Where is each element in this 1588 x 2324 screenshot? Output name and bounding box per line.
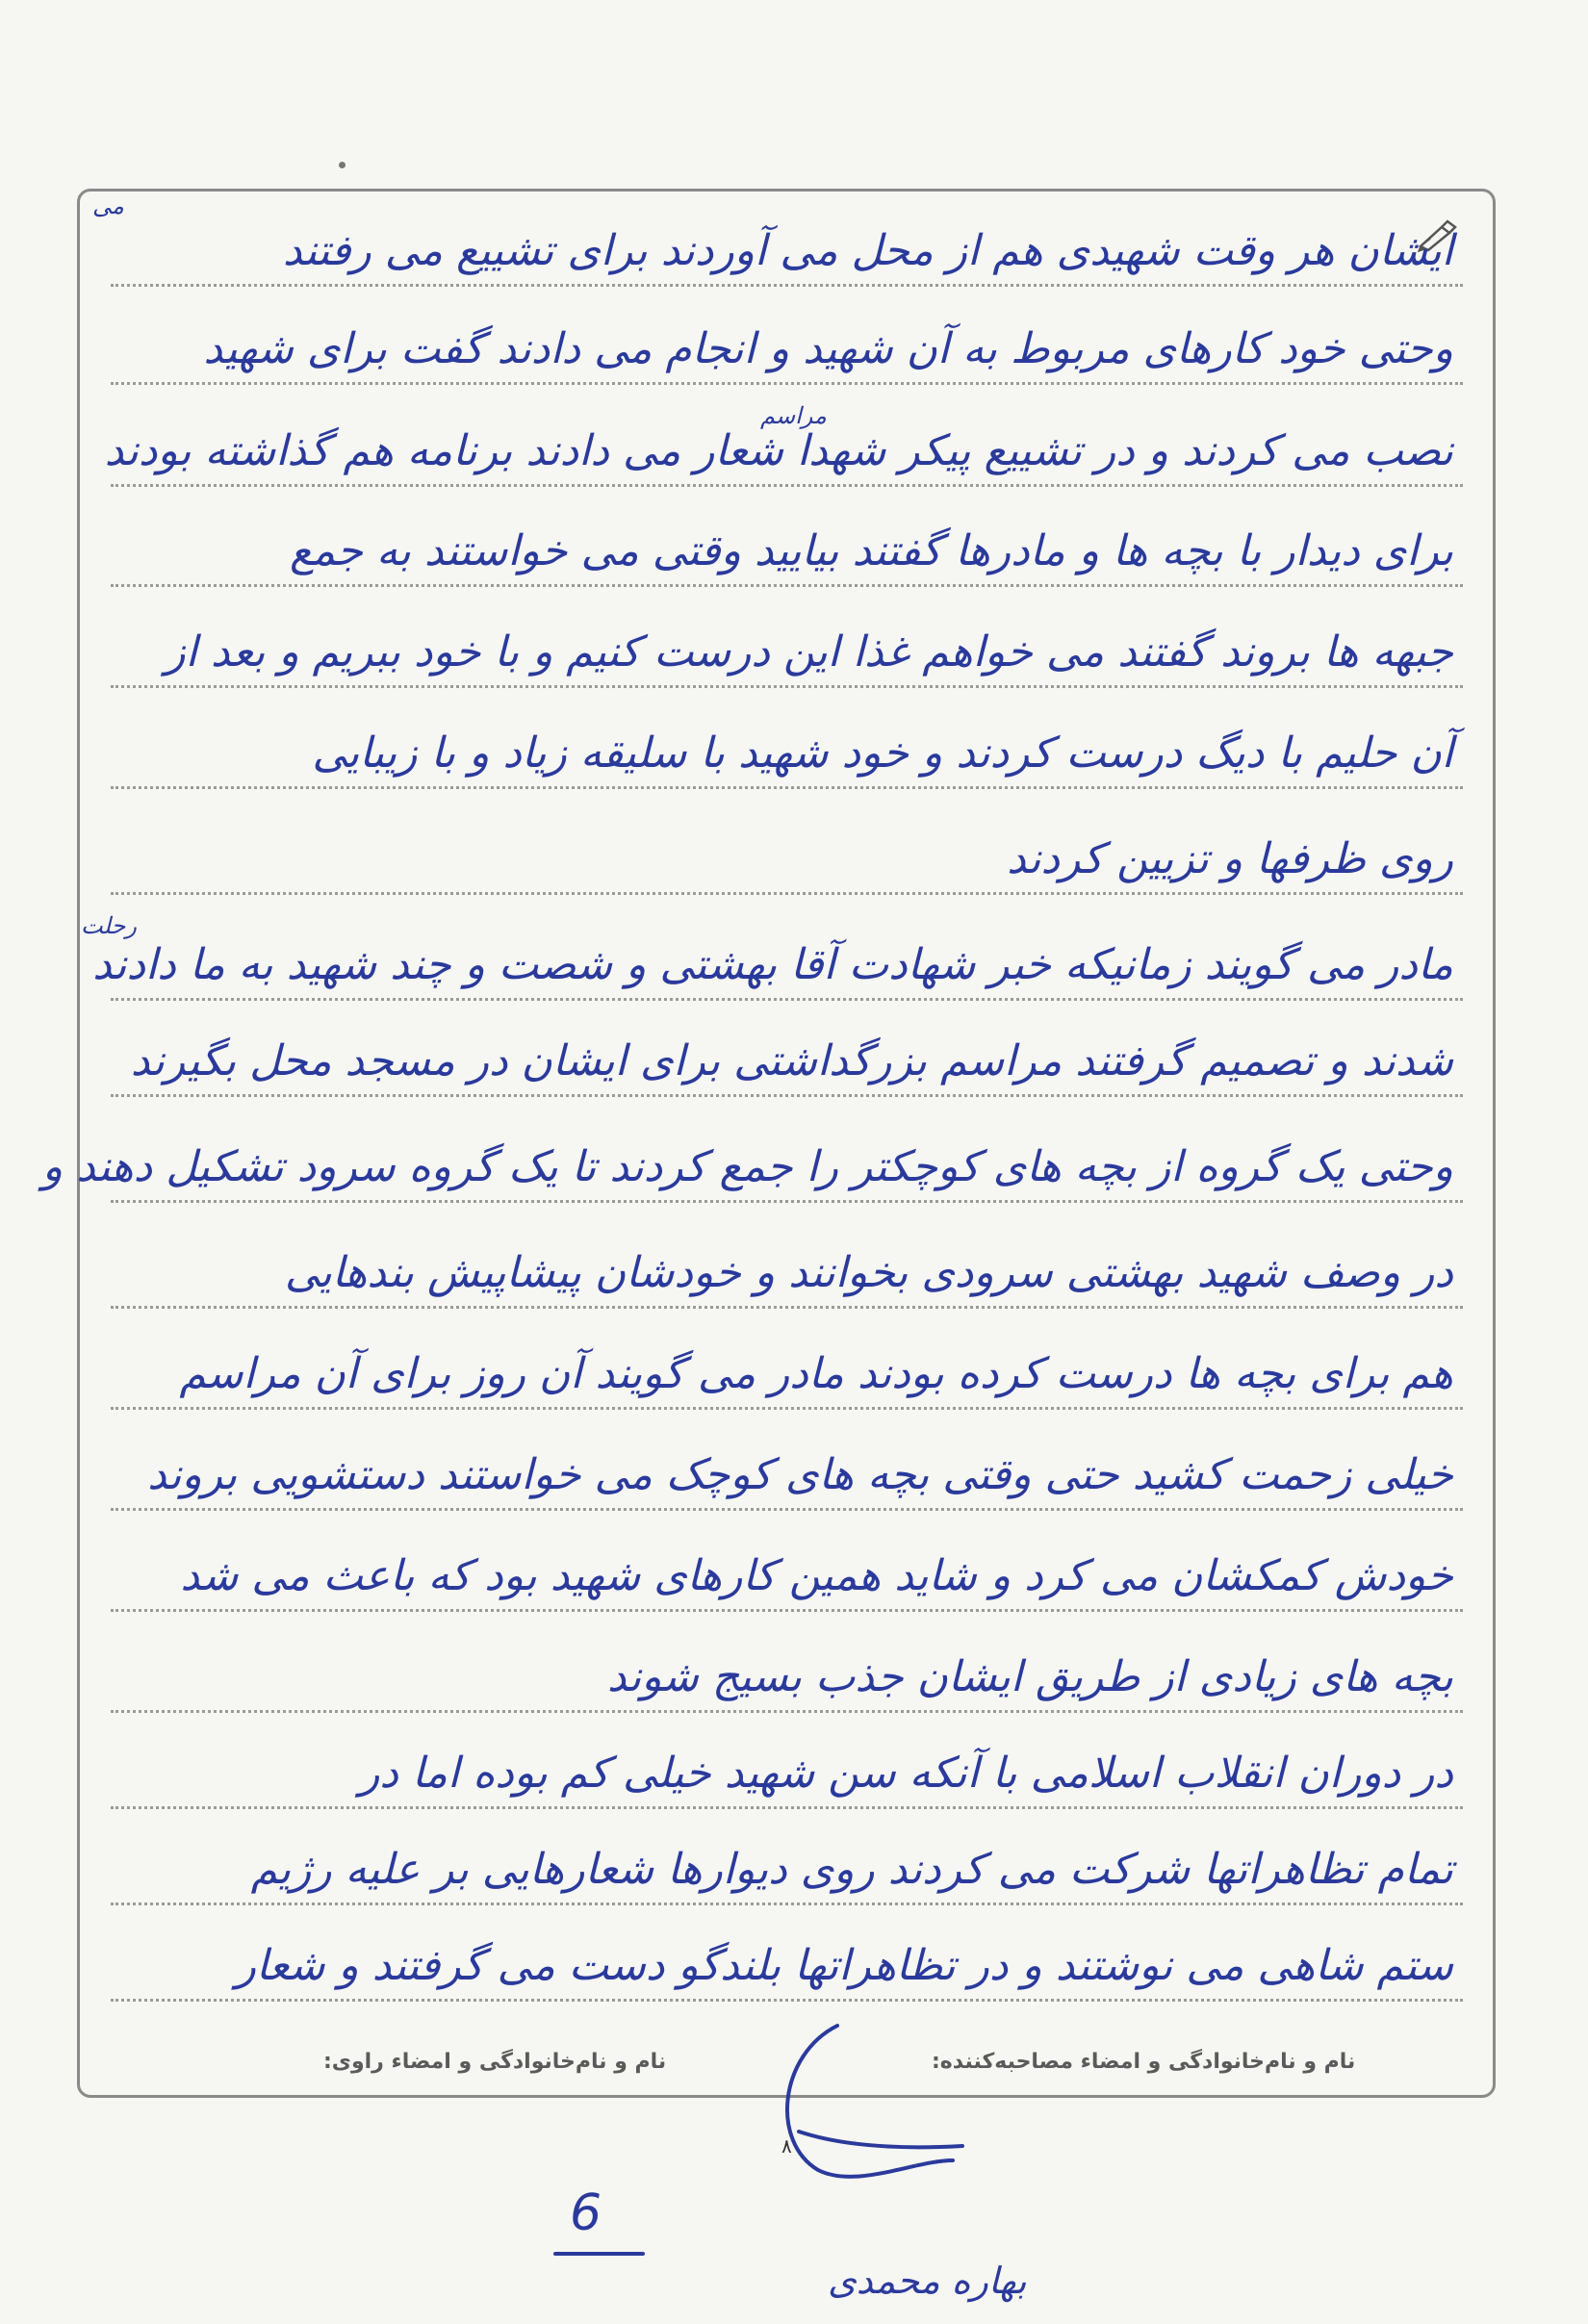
text-line bbox=[111, 1342, 1463, 1410]
line-text: بچه های زیادی از طریق ایشان جذب بسیج شوند bbox=[606, 1652, 1453, 1701]
text-line bbox=[111, 219, 1463, 287]
line-text: در وصف شهید بهشتی سرودی بخوانند و خودشان پیشاپیش بندهایی bbox=[284, 1248, 1453, 1297]
line-text: خودش کمکشان می کرد و شاید همین کارهای شهید بود که باعث می شد bbox=[180, 1551, 1453, 1600]
line-text: تمام تظاهراتها شرکت می کردند روی دیوارها شعارهایی بر علیه رژیم bbox=[250, 1845, 1453, 1894]
margin-insert: می bbox=[92, 192, 124, 219]
handwritten-page-mark: 6 bbox=[570, 2184, 602, 2242]
text-line bbox=[111, 1443, 1463, 1511]
page-mark-underline bbox=[553, 2252, 645, 2256]
text-line bbox=[111, 828, 1463, 895]
line-text: مادر می گویند زمانیکه خبر شهادت آقا بهشتی و شصت و چند شهید به ما دادند bbox=[92, 940, 1453, 989]
above-line-insert: مراسم bbox=[760, 402, 827, 429]
text-line bbox=[111, 1545, 1463, 1612]
text-line bbox=[41, 1136, 1463, 1203]
text-line bbox=[111, 1646, 1463, 1713]
text-line bbox=[111, 520, 1463, 587]
line-text: آن حلیم با دیگ درست کردند و خود شهید با سلیقه زیاد و با زیبایی bbox=[312, 728, 1453, 778]
signature bbox=[760, 2016, 972, 2228]
narrator-signature-label: نام و نام‌خانوادگی و امضاء راوی: bbox=[323, 2050, 667, 2074]
paper-speck bbox=[339, 162, 346, 168]
text-line bbox=[111, 1934, 1463, 2002]
text-line bbox=[111, 722, 1463, 789]
line-text: نصب می کردند و در تشییع پیکر شهدا شعار می دادند برنامه هم گذاشته بودند bbox=[104, 426, 1453, 475]
margin-insert: رحلت bbox=[81, 912, 137, 939]
line-text: در دوران انقلاب اسلامی با آنکه سن شهید خیلی کم بوده اما در bbox=[359, 1749, 1453, 1798]
line-text: برای دیدار با بچه ها و مادرها گفتند بیایید وقتی می خواستند به جمع bbox=[289, 526, 1453, 575]
line-text: ستم شاهی می نوشتند و در تظاهراتها بلندگو دست می گرفتند و شعار bbox=[235, 1941, 1453, 1990]
line-text: روی ظرفها و تزیین کردند bbox=[1007, 834, 1453, 883]
text-line bbox=[111, 318, 1463, 385]
text-line bbox=[92, 933, 1463, 1001]
text-line bbox=[104, 420, 1463, 487]
line-text: هم برای بچه ها درست کرده بودند مادر می گویند آن روز برای آن مراسم bbox=[179, 1349, 1453, 1398]
text-line bbox=[111, 1241, 1463, 1309]
line-text: خیلی زحمت کشید حتی وقتی بچه های کوچک می خواستند دستشویی بروند bbox=[147, 1450, 1453, 1499]
text-line bbox=[111, 1030, 1463, 1097]
line-text: جبهه ها بروند گفتند می خواهم غذا این درست کنیم و با خود ببریم و بعد از bbox=[165, 627, 1453, 677]
signer-name: بهاره محمدی bbox=[828, 2260, 1027, 2302]
line-text: وحتی خود کارهای مربوط به آن شهید و انجام می دادند گفت برای شهید bbox=[203, 324, 1453, 373]
line-text: ایشان هر وقت شهیدی هم از محل می آوردند برای تشییع می رفتند bbox=[282, 226, 1453, 275]
text-line bbox=[111, 1742, 1463, 1809]
line-text: وحتی یک گروه از بچه های کوچکتر را جمع کردند تا یک گروه سرود تشکیل دهند و bbox=[41, 1142, 1453, 1191]
interviewer-signature-label: نام و نام‌خانوادگی و امضاء مصاحبه‌کننده: bbox=[932, 2050, 1356, 2074]
text-line bbox=[111, 621, 1463, 688]
line-text: شدند و تصمیم گرفتند مراسم بزرگداشتی برای ایشان در مسجد محل بگیرند bbox=[130, 1036, 1453, 1085]
page-number: ۸ bbox=[781, 2134, 792, 2158]
text-line bbox=[111, 1838, 1463, 1905]
